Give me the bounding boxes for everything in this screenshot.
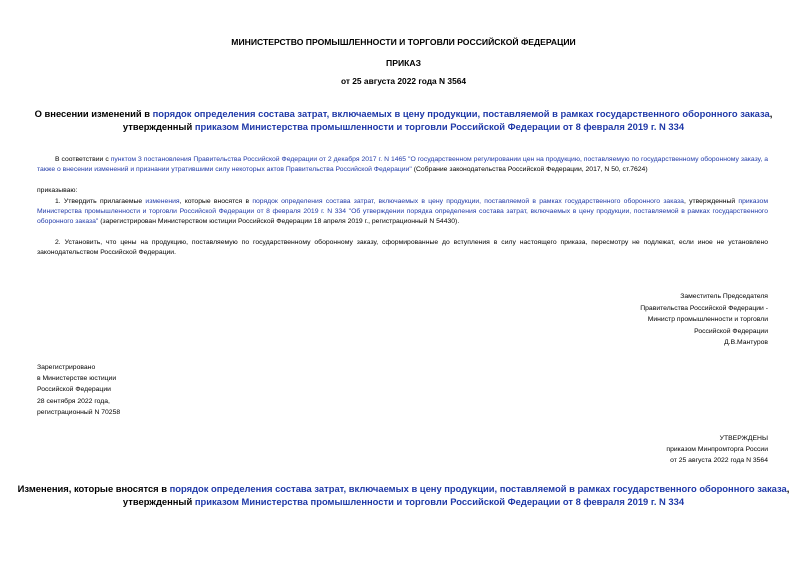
approval-line: УТВЕРЖДЕНЫ bbox=[719, 435, 768, 442]
order-date-number: от 25 августа 2022 года N 3564 bbox=[340, 76, 467, 86]
signatory-name: Д.В.Мантуров bbox=[724, 339, 768, 346]
item1-link-changes[interactable]: изменения bbox=[145, 198, 180, 205]
registration-line: регистрационный N 70258 bbox=[37, 408, 121, 416]
title-link-procedure[interactable]: порядок определения состава затрат, включаемых в цену продукции, поставляемой в рамках государственного оборонного заказа bbox=[152, 108, 770, 119]
approval-block bbox=[666, 433, 768, 467]
item1-text-4: (зарегистрирован Министерством юстиции Российской Федерации 18 апреля 2019 г., регистрационный N 54430). bbox=[98, 218, 460, 225]
item1-text-3: , утвержденный bbox=[683, 198, 739, 205]
ministry-heading: МИНИСТЕРСТВО ПРОМЫШЛЕННОСТИ И ТОРГОВЛИ РОССИЙСКОЙ ФЕДЕРАЦИИ bbox=[231, 37, 576, 47]
document-type: ПРИКАЗ bbox=[386, 58, 421, 68]
item1-text-1: 1. Утвердить прилагаемые bbox=[55, 198, 146, 205]
registration-line: Зарегистрировано bbox=[37, 364, 96, 371]
preamble-text-end: (Собрание законодательства Российской Федерации, 2017, N 50, ст.7624) bbox=[411, 166, 648, 173]
preamble-paragraph bbox=[37, 155, 768, 175]
title-link-order-334[interactable]: приказом Министерства промышленности и торговли Российской Федерации от 8 февраля 2019 г. N 334 bbox=[194, 121, 685, 132]
item-1-paragraph bbox=[37, 197, 768, 227]
signature-line: Российской Федерации bbox=[694, 327, 768, 335]
appendix-title bbox=[0, 482, 807, 508]
registration-line: 28 сентября 2022 года, bbox=[37, 397, 110, 405]
signature-line: Министр промышленности и торговли bbox=[647, 316, 768, 323]
registration-line: в Министерстве юстиции bbox=[37, 375, 117, 383]
appendix-title-middle: , утвержденный bbox=[122, 483, 790, 507]
signature-block bbox=[640, 291, 768, 349]
document-title bbox=[0, 107, 807, 133]
appendix-link-procedure[interactable]: порядок определения состава затрат, включаемых в цену продукции, поставляемой в рамках государственного оборонного заказа bbox=[169, 483, 787, 494]
appendix-title-prefix: Изменения, которые вносятся в bbox=[17, 483, 170, 494]
item1-link-order-334[interactable]: приказом Министерства промышленности и торговли Российской Федерации от 8 февраля 2019 г. N 334 "Об утверждении порядка определения состава затрат, включаемых в цену продукции, поставляемой в рамках государственного оборонного заказа" bbox=[37, 198, 768, 225]
signature-line: Правительства Российской Федерации - bbox=[640, 304, 768, 312]
item1-link-procedure[interactable]: порядок определения состава затрат, включаемых в цену продукции, поставляемой в рамках государственного оборонного заказа bbox=[252, 198, 684, 205]
title-prefix: О внесении изменений в bbox=[34, 108, 153, 119]
approval-line: приказом Минпромторга России bbox=[666, 446, 768, 454]
item-2-paragraph: 2. Установить, что цены на продукцию, поставляемую по государственному оборонному заказу, сформированные до вступления в силу настоящего приказа, пересмотру не подлежат, если иное не установлено законодательством Российской Федерации. bbox=[37, 239, 768, 256]
approval-line: от 25 августа 2022 года N 3564 bbox=[670, 457, 768, 465]
preamble-text-start: В соответствии с bbox=[55, 156, 111, 163]
appendix-link-order-334[interactable]: приказом Министерства промышленности и торговли Российской Федерации от 8 февраля 2019 г. N 334 bbox=[194, 496, 685, 507]
item1-text-2: , которые вносятся в bbox=[179, 198, 253, 205]
order-word: приказываю: bbox=[37, 187, 78, 194]
preamble-link-resolution-1465[interactable]: пунктом 3 постановления Правительства Российской Федерации от 2 декабря 2017 г. N 1465 "О государственном регулировании цен на продукцию, поставляемую по государственному оборонному заказу, а также о внесении изменений и признании утратившими силу некоторых актов Правительства Российской Федерации" bbox=[37, 156, 768, 173]
signature-line: Заместитель Председателя bbox=[680, 293, 768, 300]
registration-line: Российской Федерации bbox=[37, 386, 111, 394]
registration-block bbox=[37, 362, 120, 418]
title-middle: , утвержденный bbox=[122, 108, 773, 132]
